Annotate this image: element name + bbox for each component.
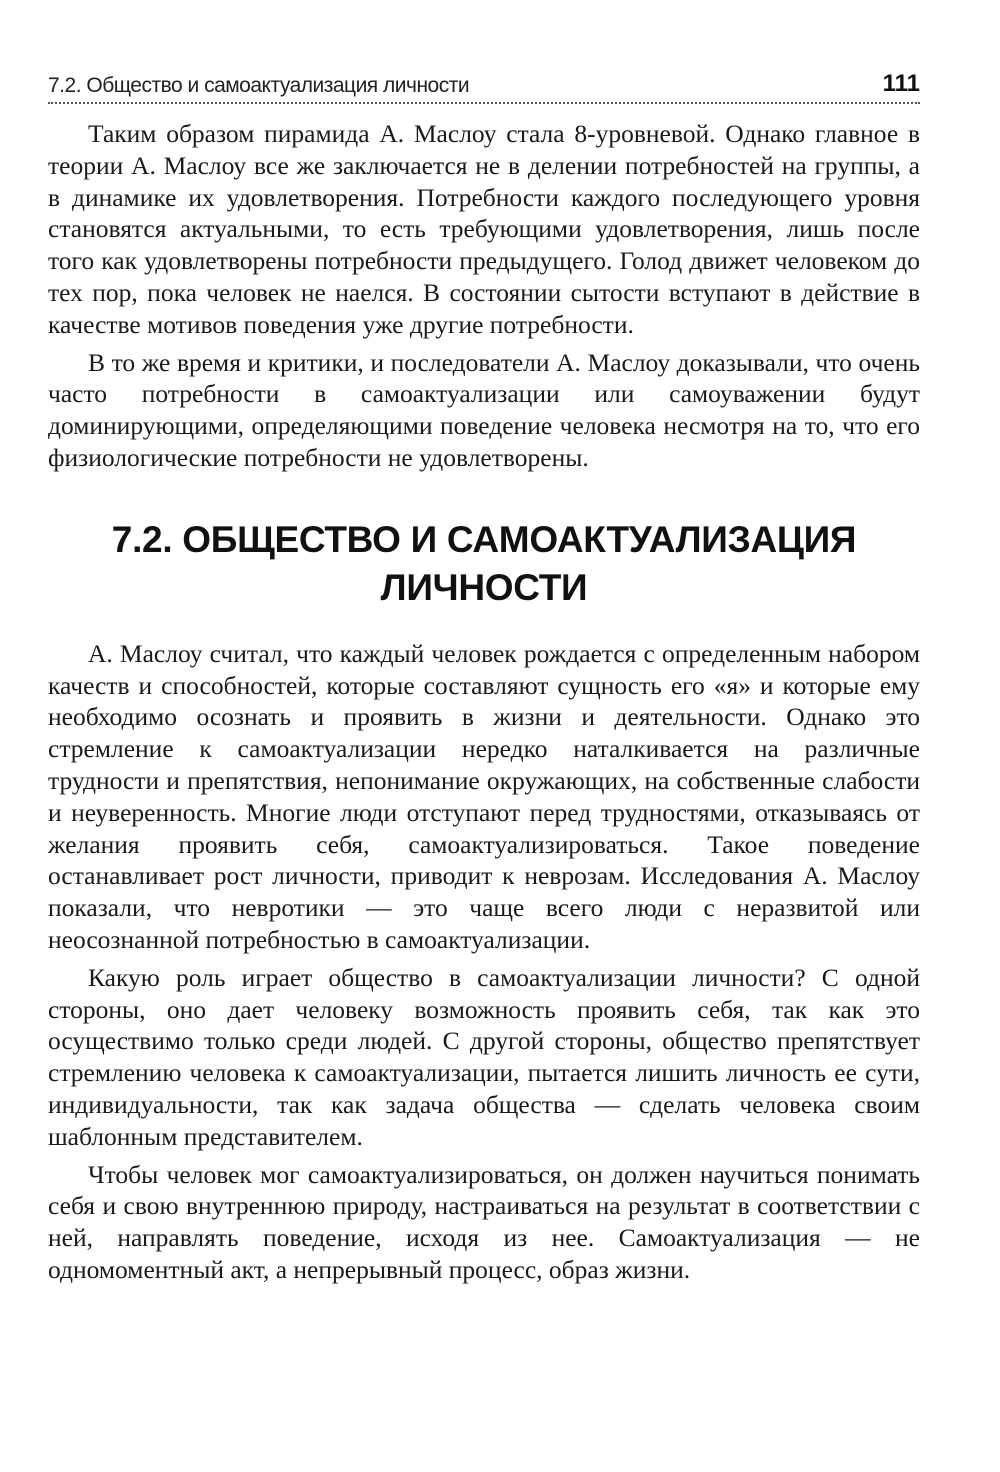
paragraph: Какую роль играет общество в самоактуализации личности? С одной стороны, оно дает человеку возможность проявить себя, так как это осуществимо только среди людей. С другой стороны, общество препятствует стремлению человека к самоактуализации, пытается лишить личность ее сути, индивидуальности, так как задача общества — сделать человека своим шаблонным представителем. (48, 962, 920, 1151)
paragraph: А. Маслоу считал, что каждый человек рождается с определенным набором качеств и способностей, которые составляют сущность его «я» и которые ему необходимо осознать и проявить в жизни и деятельности. Однако это стремление к самоактуализации нередко наталкивается на различные трудности и препятствия, непонимание окружающих, на собственные слабости и неуверенность. Многие люди отступают перед трудностями, отказываясь от желания проявить себя, самоактуализироваться. Такое поведение останавливает рост личности, приводит к неврозам. Исследования А. Маслоу показали, что невротики — это чаще всего люди с неразвитой или неосознанной потребностью в самоактуализации. (48, 638, 920, 954)
intro-text (48, 118, 920, 474)
paragraph: В то же время и критики, и последователи А. Маслоу доказывали, что очень часто потребности в самоактуализации или самоуважении будут доминирующими, определяющими поведение человека несмотря на то, что его физиологические потребности не удовлетворены. (48, 347, 920, 472)
running-title: 7.2. Общество и самоактуализация личности (48, 74, 470, 97)
paragraph: Чтобы человек мог самоактуализироваться, он должен научиться понимать себя и свою внутреннюю природу, настраиваться на результат в соответствии с ней, направлять поведение, исходя из нее. Самоактуализация — не одномоментный акт, а непрерывный процесс, образ жизни. (48, 1159, 920, 1284)
section-text (48, 638, 920, 1286)
page-number: 111 (882, 70, 920, 97)
paragraph: Таким образом пирамида А. Маслоу стала 8-уровневой. Однако главное в теории А. Маслоу все же заключается не в делении потребностей на группы, а в динамике их удовлетворения. Потребности каждого последующего уровня становятся актуальными, то есть требующими удовлетворения, лишь после того как удовлетворены потребности предыдущего. Голод движет человеком до тех пор, пока человек не наелся. В состоянии сытости вступают в действие в качестве мотивов поведения уже другие потребности. (48, 119, 920, 339)
running-header (48, 64, 920, 104)
book-page (48, 64, 920, 1286)
section-heading: 7.2. ОБЩЕСТВО И САМОАКТУАЛИЗАЦИЯ ЛИЧНОСТИ (111, 518, 857, 608)
